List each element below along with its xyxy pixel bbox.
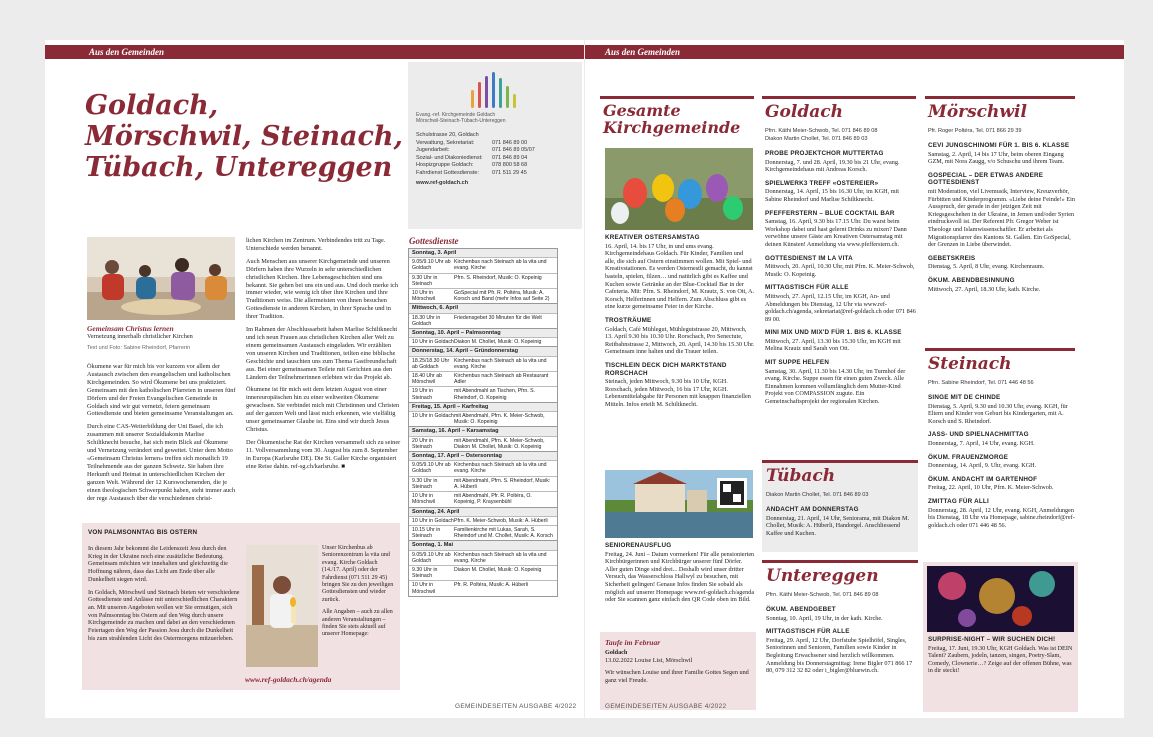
service-time: 9.05/9.10 Uhr ab Goldach — [412, 551, 451, 564]
service-time: 10.15 Uhr in Steinach — [412, 526, 441, 540]
surprise-night-event — [928, 636, 1076, 681]
taufe-title: Taufe im Februar — [605, 638, 661, 647]
steinach-title: Steinach — [928, 354, 1012, 374]
service-time: 10 Uhr in Goldach — [412, 413, 454, 420]
title-line: Goldach, — [85, 90, 219, 121]
goldach-pastor: Pfrn. Käthi Meier-Schwob, Tel. 071 846 89 08 — [765, 128, 878, 134]
taufe-place: Goldach — [605, 649, 628, 656]
contact-row: Verwaltung, Sekretariat: 071 846 89 00 — [416, 139, 528, 146]
service-time: 9.05/9.10 Uhr ab Goldach — [412, 259, 451, 272]
contact-row: Hospizgruppe Goldach: 078 800 58 68 — [416, 162, 528, 169]
service-description: Diakon M. Chollet, Musik: O. Kopeinig — [454, 339, 542, 346]
paragraph: lichen Kirchen im Zentrum. Verbindendes tritt zu Tage. Unterschiede werden benannt. — [246, 237, 386, 252]
website-link[interactable]: www.ref-goldach.ch — [416, 179, 469, 186]
gesamt-title — [603, 102, 740, 136]
event-item: JASS- UND SPIELNACHMITTAG Donnerstag, 7. April, 14 Uhr, evang. KGH. — [928, 431, 1035, 447]
service-time: 10 Uhr in Mörschwil — [412, 290, 436, 303]
service-description: Friedensgebet 30 Minuten für die Welt — [454, 314, 542, 321]
service-description: GoSpecial mit Pfr. R. Poltéra, Musik: A. Korsch und Band (mehr Infos auf Seite 2) — [454, 290, 550, 303]
service-description: Pfr. R. Poltéra, Musik: A. Hüberli — [454, 582, 529, 589]
moerschwil-title: Mörschwil — [928, 102, 1027, 122]
untereggen-title: Untereggen — [766, 566, 879, 586]
service-time: 10 Uhr in Goldach — [412, 517, 454, 524]
service-day-header: Freitag, 15. April – Karfreitag — [409, 402, 557, 411]
title-line: Kirchgemeinde — [603, 118, 741, 137]
service-row — [409, 516, 557, 525]
steinach-events — [928, 394, 1078, 535]
service-row — [409, 411, 557, 426]
service-description: Kirchenbus nach Steinach ab la vita und evang. Kirche — [454, 259, 547, 272]
service-time: 20 Uhr in Steinach — [412, 437, 434, 450]
page-footer: GEMEINDESEITEN AUSGABE 4/2022 — [455, 703, 577, 710]
stage-light-photo — [927, 566, 1074, 632]
service-description: Kirchenbus nach Steinach ab Restaurant Adler — [454, 373, 549, 386]
event-item: SENIORENAUSFLUG Freitag, 24. Juni – Datum vormerken! Für alle pensionierten Kirchbürgerinnen und Kirchbürger unserer fünf Dörfer. Aller guten Dinge sind drei... Deshalb wird unser dritter Versuch, das Wasserschloss Hallwyl zu besuchen, mit Sicherheit gelingen! Genaue Infos finden Sie sobald als möglich auf unserer Homepage www.ref-goldach.ch/agenda oder Sie scannen ganz einfach den QR Code oben im Bild. — [605, 542, 755, 604]
address: Schulstrasse 20, Goldach — [416, 132, 479, 138]
service-time: 18.30 Uhr in Goldach — [412, 314, 441, 327]
goldach-deacon: Diakon Martin Chollet, Tel. 071 846 89 03 — [765, 136, 868, 142]
event-item: CEVI JUNGSCHINOMI FÜR 1. BIS 6. KLASSE Samstag, 2. April, 14 bis 17 Uhr, beim oberen Eingang GZM, mit Nora Zaugg, v/o Schuschu und ihrem Team. — [928, 142, 1070, 166]
event-item: ÖKUM. ANDACHT IM GARTENHOF Freitag, 22. April, 10 Uhr, Pfrn. K. Meier-Schwob. — [928, 475, 1054, 492]
palm-sunday-box — [82, 523, 400, 690]
service-row — [409, 371, 557, 386]
title-line: Gesamte — [603, 101, 681, 120]
paragraph: In Goldach, Mörschwil und Steinach bieten wir verschiedene Gottesdienste und Anlässe mit unterschiedlichen Charaktern an. Mit unseren Angeboten wollen wir Sie ermutigen, sich von Palmsonntag bis Ostern auf den Weg durch unsere Kirchgemeinde zu machen und dabei an den verschiedenen Feiertagen den Weg der Passion Jesu durch die Dunkelheit bis zum strahlenden Licht des Ostermorgens mitzuerleben. — [88, 588, 240, 642]
services-table — [408, 248, 558, 597]
service-time: 9.30 Uhr in Steinach — [412, 274, 438, 287]
photo-caption-title: Gemeinsam Christus lernen — [87, 324, 174, 333]
contact-row: Jugendarbeit: 071 846 89 05/07 — [416, 147, 535, 154]
section-rule — [762, 96, 916, 99]
contact-row: Fahrdienst Gottesdienste: 071 511 29 45 — [416, 169, 527, 176]
church-name: Evang.-ref. Kirchgemeinde Goldach — [416, 112, 496, 118]
event-item: MIT SUPPE HELFEN Samstag, 30. April, 11.30 bis 14.30 Uhr, im Turmhof der evang. Kirche. Suppe essen für einen guten Zweck. Alle Einnahmen kommen vollumfänglich dem Mutter-Kind Projekt von COMPASSION zugute. Ein Gemeinschaftsprojekt der regionalen Kirchen. — [765, 359, 906, 406]
service-time: 9.05/9.10 Uhr ab Goldach — [412, 462, 451, 475]
service-row — [409, 491, 557, 506]
paragraph: Alle Angaben – auch zu allen anderen Veranstaltungen – finden Sie stets aktuell auf unserer Homepage: — [322, 609, 393, 638]
gottesdienste-title: Gottesdienste — [409, 236, 459, 246]
untereggen-events — [766, 606, 916, 681]
women-group-photo — [87, 237, 235, 320]
service-row — [409, 257, 557, 272]
service-day-header: Sonntag, 24. April — [409, 507, 557, 516]
event-item: PFEFFERSTERN – BLUE COCKTAIL BAR Samstag, 16. April, 9.30 bis 17.15 Uhr. Du warst beim Workshop dabei und hast gelernt Drinks zu mixen? Dann verwöhne unsere Gäste am Kreativen Ostersamstag mit deinen Künsten! Anmeldung via www.pfefferstern.ch. — [765, 209, 907, 248]
agenda-link[interactable]: www.ref-goldach.ch/agenda — [245, 675, 332, 684]
gesamt-events-1 — [605, 234, 755, 414]
service-description: mit Abendmahl, Pfrn. S. Rheindorf, Musik: A. Hüberli — [454, 477, 551, 490]
paragraph: Durch eine CAS-Weiterbildung der Uni Basel, die ich zusammen mit unserer Sozialdiakonin Marlise Schiltknecht besuche, hat sich mein Blick auf Ökumene und Vernetzung verändert und geweitet. Unter dem Motto «Gemeinsam Christus lernen» treffen sich monatlich 19 Teilnehmende aus der ganzen Schweiz. Sie haben ihre Herkunft und Heimat in unterschiedlichen Kirchen der ganzen Welt. Während der 12 Kurswochenenden, die je einen theologischen Schwerpunkt haben, steht immer auch der rege Austausch über die verschiedenen christ- — [87, 423, 236, 502]
event-item: SURPRISE-NIGHT – WIR SUCHEN DICH! Freitag, 17. Juni, 19.30 Uhr, KGH Goldach. Was ist DEIN Talent? Zaubern, jodeln, tanzen, singen, Poetry-Slam, Comedy, Clownerie…? Zeige auf der offenen Bühne, was in dir steckt! — [928, 636, 1073, 675]
event-item: KREATIVER OSTERSAMSTAG 16. April, 14. bis 17 Uhr, in und ums evang. Kirchgemeindehaus Goldach. Für Kinder, Familien und alle, die sich auf Ostern einstimmen wollen. Mit Spiel- und Kreativstationen. Es werden Osternestli gemacht, du kannst basteln, spielen, filzen… und natürlich gibt es Kaffee und Kuchen sowie Getränke an der Blue-Cocktail Bar in der Cafeteria. Mit: Pfrn. S. Rheindorf, M. Krautz, S. von Ott, A. Korsch, Helferinnen und Helfern. Zum Abschluss gibt es eine kurze gemeinsame Feier in der Kirche. — [605, 234, 754, 311]
service-day-header: Samstag, 16. April – Karsamstag — [409, 426, 557, 435]
event-item: GOSPECIAL – DER ETWAS ANDERE GOTTESDIENST mit Moderation, viel Livemusik, Interview, Kreuzverhör, Fürbitten und Kinderprogramm. «Liebe deine Feinde!» Ein Ausspruch, der gerade in der jetzigen Zeit mit Kriegsgeschehen in der Ukraine, in Jemen und/oder Syrien eindrucksvoll ist. Der Referent Pfr. Gregor Weber ist Theologe und Islamwissenschaftler. Er arbeitet als Migrationspfarrer des Kantons St. Gallen. Ein GoSpecial, der Grenzen in Liebe überwindet. — [928, 171, 1075, 249]
service-time: 9.30 Uhr in Steinach — [412, 477, 438, 490]
event-item: ÖKUM. ABENDBESINNUNG Mittwoch, 27. April, 18.30 Uhr, kath. Kirche. — [928, 276, 1041, 293]
event-item: PROBE PROJEKTCHOR MUTTERTAG Donnerstag, 7. und 28. April, 19.30 bis 21 Uhr, evang. Kirchgemeindehaus mit Andreas Korsch. — [765, 150, 900, 174]
easter-eggs-photo — [605, 148, 753, 230]
service-time: 10 Uhr in Mörschwil — [412, 582, 436, 595]
event-item: ÖKUM. FRAUENZMORGE Donnerstag, 14. April, 9. Uhr, evang. KGH. — [928, 453, 1037, 470]
event-item: SPIELWERK3 TREFF «OSTEREIER» Donnerstag, 14. April, 15 bis 16.30 Uhr, im KGH, mit Sabine Rheindorf und Marlise Schiltknecht. — [765, 179, 899, 203]
service-time: 10 Uhr in Mörschwil — [412, 493, 436, 506]
service-row — [409, 356, 557, 371]
taufe-entry: 13.02.2022 Louise List, Mörschwil — [605, 656, 693, 664]
service-day-header: Sonntag, 17. April – Ostersonntag — [409, 451, 557, 460]
service-row — [409, 313, 557, 328]
untereggen-pastor: Pfrn. Käthi Meier-Schwob, Tel. 071 846 89 08 — [766, 592, 879, 598]
event-item: TROSTRÄUME Goldach, Café Mühlegut, Mühlegutstrasse 20, Mittwoch, 13. April 9.30 bis 10.30 Uhr. Rorschach, Pro Senectute, Reitbahnstrasse 2, Mittwoch, 20. April, 14.30 bis 15.30 Uhr. Gemeinsam inne halten und die Trauer teilen. — [605, 316, 755, 356]
service-description: mit Abendmahl an Tischen, Pfrn. S. Rheindorf, O. Kopeinig — [454, 388, 536, 401]
service-description: Pfrn. K. Meier-Schwob, Musik: A. Hüberli — [454, 517, 548, 524]
event-item: ANDACHT AM DONNERSTAG Donnerstag, 21. April, 14 Uhr, Seniorama, mit Diakon M. Chollet, Musik: A. Hüberli, Handorgel. Anschliessend Kaffee und Kuchen. — [766, 506, 910, 537]
taufe-box — [600, 632, 756, 710]
tuebach-deacon: Diakon Martin Chollet, Tel. 071 846 89 03 — [766, 492, 869, 498]
service-description: Kirchenbus nach Steinach ab la vita und evang. Kirche — [454, 462, 547, 475]
service-time: 18.25/18.30 Uhr ab Goldach — [412, 357, 450, 370]
left-page — [45, 40, 584, 718]
moerschwil-pastor: Pfr. Roger Poltéra, Tel. 071 866 29 39 — [928, 128, 1022, 134]
title-line: Tübach, Untereggen — [85, 152, 393, 183]
box-column-2 — [322, 545, 396, 639]
service-day-header: Sonntag, 10. April – Palmsonntag — [409, 328, 557, 337]
page-footer: GEMEINDESEITEN AUSGABE 4/2022 — [605, 703, 727, 710]
service-time: 18.40 Uhr ab Mörschwil — [412, 373, 442, 386]
event-item: MITTAGSTISCH FÜR ALLE Mittwoch, 27. April, 12.15 Uhr, im KGH, An- und Abmeldungen bis Dienstag, 12 Uhr via www.ref-goldach.ch/agenda, sekretariat@ref-goldach.ch oder 071 846 89 00. — [765, 284, 916, 323]
service-description: mit Abendmahl, Pfr. R. Poltéra, O. Kopeinig, P. Kraysenbühl — [454, 493, 532, 506]
service-row — [409, 460, 557, 475]
section-rule — [762, 460, 918, 463]
paragraph: In diesem Jahr bekommt die Leidenszeit Jesu durch den Krieg in der Ukraine noch eine zusätzliche Bedeutung. Gemeinsam möchten wir innehalten und gleichzeitig die Hoffnung nähren, dass das Licht am Ende über alle Dunkelheit siegen wird. — [88, 545, 228, 583]
service-row — [409, 436, 557, 451]
photo-credit: Text und Foto: Sabine Rheindorf, Pfarrerin — [87, 344, 191, 351]
church-contact-box — [408, 62, 582, 229]
article-column-1 — [87, 363, 237, 507]
service-time: 19 Uhr in Steinach — [412, 388, 434, 401]
gesamt-events-2 — [605, 542, 755, 610]
event-item: MINI MIX UND MIX'D FÜR 1. BIS 6. KLASSE Mittwoch, 27. April, 13.30 bis 15.30 Uhr, im KGH mit Melina Krautz und Sarah von Ott. — [765, 329, 902, 353]
section-rule — [925, 96, 1075, 99]
event-item: GOTTESDIENST IM LA VITA Mittwoch, 20. April, 10.30 Uhr, mit Pfrn. K. Meier-Schwob, Musik: O. Kopeinig. — [765, 254, 915, 278]
service-row — [409, 525, 557, 540]
event-item: MITTAGSTISCH FÜR ALLE Freitag, 29. April, 12 Uhr, Dorfstube Spielhöfel, Singles, Seniorinnen und Senioren, Familien sowie Kinder in Begleitung Erwachsener sind herzlich willkommen. Anmeldung bis Donnerstagmittag: Irene Bigler 071 866 17 80, 079 312 32 82 oder i_bigler@bluewin.ch. — [766, 628, 913, 675]
service-description: Familienkirche mit Lukas, Sarah, S. Rheindorf und M. Chollet, Musik: A. Korsch — [454, 526, 553, 540]
service-day-header: Sonntag, 3. April — [409, 249, 557, 257]
service-day-header: Donnerstag, 14. April – Gründonnerstag — [409, 346, 557, 355]
taufe-text — [605, 649, 751, 684]
event-item: ÖKUM. ABENDGEBET Sonntag, 10. April, 19 Uhr, in der kath. Kirche. — [766, 606, 883, 622]
steinach-pastor: Pfrn. Sabine Rheindorf, Tel. 071 446 48 56 — [928, 380, 1034, 386]
event-item: GEBETSKREIS Dienstag, 5. April, 8 Uhr, evang. Kirchenraum. — [928, 254, 1045, 271]
paragraph: Der Ökumenische Rat der Kirchen versammelt sich zu seiner 11. Vollversammlung vom 30. August bis zum 8. September in Europa (Karlsruhe DE). Die St. Galler Kirche organisiert eine Reise dahin. ref-sg.ch/karlsruhe. ■ — [246, 438, 401, 470]
tuebach-title: Tübach — [766, 466, 836, 486]
service-description: Kirchenbus nach Steinach ab la vita und evang. Kirche — [454, 551, 547, 564]
service-time: 10 Uhr in Goldach — [412, 339, 454, 346]
castle-photo — [605, 470, 753, 538]
paragraph: Ökumene ist für mich seit dem letzten August von einer innereuropäischen hin zu einer weltweiten Ökumene gewachsen. Sie verbindet mich mit Christinnen und Christen auf der ganzen Welt und lässt mich erkennen, wie vielfältig unser gemeinsamer Glaube ist. Eins sind wir durch Jesus Christus. — [246, 386, 400, 433]
paragraph: Unser Kirchenbus ab Seniorenzentrum la vita und evang. Kirche Goldach (14./17. April) oder der Fahrdienst (071 511 29 45) bringen Sie zu den jeweiligen Gottesdiensten und wieder zurück. — [322, 545, 394, 603]
article-column-2 — [246, 237, 401, 475]
service-row — [409, 386, 557, 401]
page-title — [85, 90, 405, 183]
section-band: Aus den Gemeinden — [585, 45, 1124, 59]
section-band: Aus den Gemeinden — [45, 45, 584, 59]
candle-child-photo — [246, 545, 318, 667]
moerschwil-events — [928, 142, 1078, 299]
right-page — [585, 40, 1124, 718]
caption-block — [87, 325, 237, 353]
church-logo-icon — [465, 72, 525, 108]
goldach-title: Goldach — [765, 102, 843, 122]
paragraph: Auch Menschen aus unserer Kirchgemeinde und unseren Dörfern haben ihre Wurzeln in sehr unterschiedlichen christlichen Kirchen. Ihre Lebensgeschichten sind uns bekannt. Sie gehen bei uns ein und aus. Und doch merke ich immer wieder, wie wenig ich über ihre Kirchen und ihre Traditionen weiss. Die allermeisten von ihnen besuchen Gottesdienste in anderen Kirchen, in ihrer Sprache und in ihrer Tradition. — [246, 257, 398, 321]
paragraph: Im Rahmen der Abschlussarbeit haben Marlise Schiltknecht und ich neun Frauen aus christlichen Kirchen aller Welt zu einem gemeinsamen Austausch eingeladen. Wir erzählten von unseren Kirchen und Traditionen, teilten eine biblische Geschichte und tauschten uns zum Thema Gastfreundschaft aus. Bei einer gemeinsamen Teilete mit Gerichten aus den Ländern der Teilnehmerinnen erlebten wir das Projekt ab. — [246, 326, 398, 381]
service-description: Pfrn. S. Rheindorf, Musik: O. Kopeinig — [454, 274, 542, 281]
box-heading: VON PALMSONNTAG BIS OSTERN — [88, 529, 198, 536]
paragraph: Ökumene war für mich bis vor kurzem vor allem der Austausch zwischen den evangelischen und katholischen Kirchgemeinden. So wird Ökumene bei uns praktiziert. Gemeinsam mit den katholischen Pfarreien in unseren fünf Dörfern und der Freien Evangelischen Gemeinde in Goldach sind wir gut vernetzt, feiern gemeinsam Gottesdienste und bieten gemeinsame Veranstaltungen an. — [87, 363, 236, 418]
event-item: TISCHLEIN DECK DICH MARKTSTAND RORSCHACH Steinach, jeden Mittwoch, 9.30 bis 10 Uhr, KGH. Rorschach, jeden Mittwoch, 16 bis 17 Uhr, KGH. Lebensmittelabgabe für Personen mit knappen finanziellen Mitteln. Infos erteilt M. Schiltknecht. — [605, 361, 751, 408]
contact-list — [416, 132, 574, 187]
section-rule — [762, 560, 918, 563]
service-row — [409, 550, 557, 565]
box-column-1 — [88, 545, 240, 642]
event-item: ZMITTAG FÜR ALLI Donnerstag, 28. April, 12 Uhr, evang. KGH, Anmeldungen bis Dienstag, 18 Uhr via Homepage, sabine.rheindorf@ref-goldach.ch oder 071 446 48 56. — [928, 497, 1075, 529]
service-row — [409, 273, 557, 288]
section-rule — [600, 96, 754, 99]
service-day-header: Mittwoch, 6. April — [409, 303, 557, 312]
service-time: 9.30 Uhr in Steinach — [412, 566, 438, 580]
taufe-wish: Wir wünschen Louise und ihrer Familie Gottes Segen und ganz viel Freude. — [605, 669, 749, 684]
church-subname: Mörschwil-Steinach-Tübach-Untereggen — [416, 118, 506, 124]
service-description: Diakon M. Chollet, Musik: O. Kopeinig — [454, 566, 542, 573]
section-rule — [925, 348, 1075, 351]
tuebach-events — [766, 506, 914, 543]
service-description: mit Abendmahl, Pfrn. K. Meier-Schwob, Musik: O. Kopeinig — [454, 413, 545, 426]
service-row — [409, 580, 557, 595]
service-row — [409, 288, 557, 303]
service-row — [409, 565, 557, 580]
service-row — [409, 337, 557, 346]
service-day-header: Sonntag, 1. Mai — [409, 540, 557, 549]
contact-row: Sozial- und Diakoniedienst: 071 846 89 04 — [416, 154, 528, 161]
photo-caption-subtitle: Vernetzung innerhalb christlicher Kirchen — [87, 332, 193, 340]
service-description: Kirchenbus nach Steinach ab la vita und evang. Kirche — [454, 357, 547, 370]
event-item: SINGE MIT DE CHINDE Dienstag, 5. April, 9.30 und 10.30 Uhr, evang. KGH, für Eltern und Kinder von Geburt bis Kindergarten, mit A. Korsch und S. Rheindorf. — [928, 394, 1068, 425]
title-line: Mörschwil, Steinach, — [85, 121, 403, 152]
service-description: mit Abendmahl, Pfrn. K. Meier-Schwob, Diakon M. Chollet, Musik: O. Kopeinig — [454, 437, 545, 450]
goldach-events — [765, 150, 917, 412]
service-row — [409, 476, 557, 491]
